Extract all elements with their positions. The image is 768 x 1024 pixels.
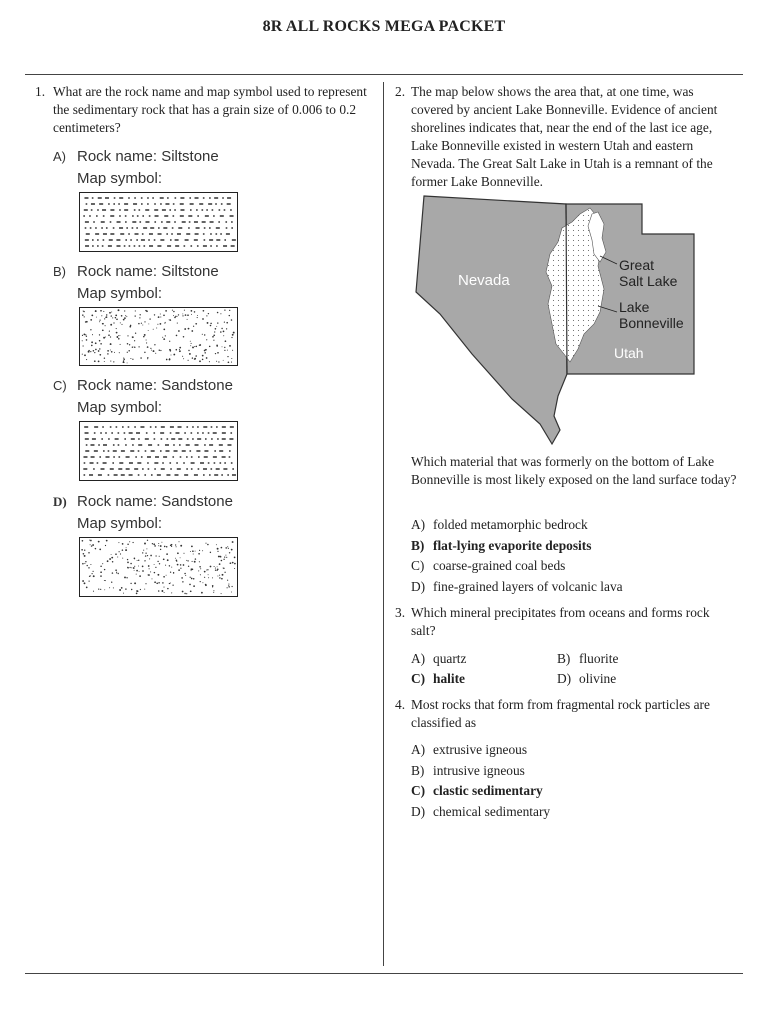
map-symbol-label: Map symbol: [77,399,163,416]
option-letter: B) [53,264,66,279]
option-letter: D) [557,671,572,686]
option-text: flat-lying evaporite deposits [433,538,592,553]
question-2-prompt: Which material that was formerly on the bottom of Lake Bonneville is most likely exposed on the land surface today? [411,454,737,487]
option-text: fine-grained layers of volcanic lava [433,579,623,594]
q4-option-c[interactable] [411,782,543,800]
option-letter: D) [411,579,426,594]
nevada-label: Nevada [458,272,510,289]
q2-option-c[interactable] [411,557,565,575]
dashed-map-symbol [79,421,238,481]
option-text: intrusive igneous [433,763,525,778]
map-symbol-label: Map symbol: [77,515,163,532]
option-letter: A) [411,742,426,757]
question-stem: Most rocks that form from fragmental rock particles are classified as [411,697,710,730]
lake-bonneville-label-2: Bonneville [619,315,684,331]
rock-name: Rock name: Siltstone [77,148,219,165]
option-text: chemical sedimentary [433,804,551,819]
q2-option-d[interactable] [411,578,623,596]
great-salt-lake-label-2: Salt Lake [619,273,678,289]
rock-name: Rock name: Sandstone [77,493,233,510]
question-number: 1. [35,84,46,99]
dotted-map-symbol [79,537,238,597]
option-letter: C) [411,671,426,686]
q4-option-a[interactable] [411,741,527,759]
rock-name: Rock name: Sandstone [77,377,233,394]
option-letter: A) [53,149,66,164]
q2-option-b[interactable] [411,537,591,555]
lake-bonneville-label-1: Lake [619,299,650,315]
question-stem: What are the rock name and map symbol used to represent the sedimentary rock that has a grain size of 0.006 to 0.2 centimeters? [53,84,367,135]
q2-option-a[interactable] [411,516,588,534]
bottom-divider [25,973,743,974]
q4-option-b[interactable] [411,762,525,780]
question-stem: Which mineral precipitates from oceans and forms rock salt? [411,605,710,638]
question-stem: The map below shows the area that, at one time, was covered by ancient Lake Bonneville. Evidence of ancient shorelines indicates that, near the end of the last ice age, Lake Bonneville existed in western Utah and eastern Nevada. The Great Salt Lake in Utah is a remnant of the former Lake Bonneville. [411,84,718,189]
option-text: clastic sedimentary [433,783,543,798]
option-text: quartz [433,651,467,666]
map-symbol-label: Map symbol: [77,170,163,187]
q3-option-c[interactable] [411,670,465,688]
option-letter: D) [411,804,426,819]
great-salt-lake-label-1: Great [619,257,655,273]
column-divider [383,82,384,966]
option-letter: B) [411,538,425,553]
question-number: 2. [395,84,406,99]
q4-option-d[interactable] [411,803,550,821]
lake-bonneville-map [412,194,702,446]
q3-option-b[interactable] [557,650,618,668]
dashed-map-symbol [79,192,238,252]
option-text: folded metamorphic bedrock [433,517,588,532]
question-number: 4. [395,697,406,712]
utah-label: Utah [614,345,644,361]
q3-option-d[interactable] [557,670,616,688]
option-letter: A) [411,517,426,532]
option-letter: C) [53,378,67,393]
option-letter: C) [411,783,426,798]
option-letter: A) [411,651,426,666]
nevada-state [416,196,567,444]
option-letter: B) [411,763,425,778]
option-letter: C) [411,558,425,573]
option-letter: B) [557,651,571,666]
option-letter: D) [53,494,67,509]
dotted-map-symbol [79,307,238,366]
option-text: olivine [579,671,617,686]
map-symbol-label: Map symbol: [77,285,163,302]
question-number: 3. [395,605,406,620]
option-text: extrusive igneous [433,742,528,757]
top-divider [25,74,743,75]
option-text: fluorite [579,651,619,666]
option-text: coarse-grained coal beds [433,558,566,573]
rock-name: Rock name: Siltstone [77,263,219,280]
q3-option-a[interactable] [411,650,466,668]
option-text: halite [433,671,465,686]
page-title: 8R ALL ROCKS MEGA PACKET [262,18,506,35]
